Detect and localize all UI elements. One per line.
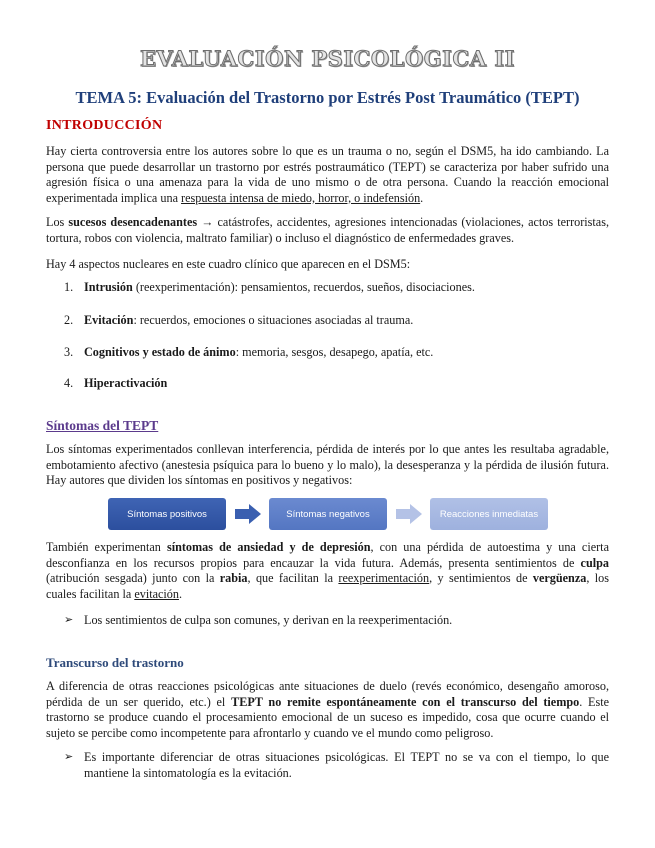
- list-item: [64, 313, 413, 329]
- course-heading: Transcurso del trastorno: [46, 655, 184, 670]
- list-item-bold: Evitación: [84, 313, 134, 327]
- intro-paragraph-1-end: .: [420, 190, 424, 205]
- arrow-bullet-icon: ➢: [64, 751, 74, 763]
- intro-paragraph-2-start: Los: [46, 215, 69, 229]
- list-item-text: : memoria, sesgos, desapego, apatía, etc.: [235, 345, 434, 359]
- list-item-bold: Cognitivos y estado de ánimo: [84, 345, 236, 359]
- flow-box-negative: Síntomas negativos: [269, 498, 387, 530]
- list-number: 2.: [64, 313, 74, 327]
- intro-paragraph-1-underlined: respuesta intensa de miedo, horror, o indefensión: [181, 190, 421, 205]
- bullet-item: [64, 750, 609, 781]
- bullet-item: [64, 613, 609, 629]
- flow-box-positive: Síntomas positivos: [108, 498, 226, 530]
- intro-paragraph-2: [46, 215, 609, 246]
- text-span: , que facilitan la: [247, 571, 339, 586]
- bullet-text: Los sentimientos de culpa son comunes, y derivan en la reexperimentación.: [84, 613, 453, 627]
- list-item-text: (reexperimentación): pensamientos, recuerdos, sueños, disociaciones.: [132, 280, 475, 294]
- list-item-text: : recuerdos, emociones o situaciones asociadas al trauma.: [133, 313, 414, 327]
- arrow-right-icon: [396, 504, 422, 524]
- arrow-right-icon: [235, 504, 261, 524]
- list-item-bold: Intrusión: [84, 280, 133, 294]
- document-subtitle: TEMA 5: Evaluación del Trastorno por Estrés Post Traumático (TEPT): [75, 88, 580, 107]
- bold-span: síntomas de ansiedad y de depresión: [166, 540, 371, 554]
- list-number: 1.: [64, 280, 74, 294]
- course-paragraph: [46, 679, 609, 741]
- list-item: [64, 280, 475, 296]
- bullet-text: Es importante diferenciar de otras situaciones psicológicas. El TEPT no se va con el tiempo, lo que mantiene la sintomatología es la evitación.: [84, 750, 609, 780]
- intro-paragraph-1-text: Hay cierta controversia entre los autores sobre lo que es un trauma o no, según el DSM5, ha ido cambiando. La persona que puede desarrollar un trastorno por estrés postraumático (TEPT) se caracteriza por haber sufrido una agresión física o una amenaza para la vida de uno mismo o de otra persona. Cuando la reacción emocional experimentada implica una: [46, 144, 609, 205]
- bold-span: culpa: [580, 555, 609, 570]
- intro-heading: INTRODUCCIÓN: [46, 118, 163, 133]
- symptoms-paragraph: Los síntomas experimentados conllevan interferencia, pérdida de interés por lo que antes les resultaba agradable, embotamiento afectivo (anestesia psíquica para lo bueno y lo malo), la desesperanza y la pérdida de ilusión futura. Hay autores que dividen los síntomas en positivos y negativos:: [46, 442, 609, 488]
- bold-span: vergüenza: [532, 571, 587, 586]
- intro-paragraph-2-bold: sucesos desencadenantes: [68, 215, 198, 229]
- bold-span: rabia: [219, 571, 248, 586]
- symptoms-flow-diagram: [108, 498, 548, 530]
- list-item: [64, 376, 167, 392]
- text-span: También experimentan: [46, 540, 167, 554]
- bold-span: TEPT no remite espontáneamente con el transcurso del tiempo: [231, 694, 580, 709]
- text-span: . Este trastorno se produce cuando el procesamiento emocional de un suceso es impedido, cosa que ocurre cuando el sujeto se percibe como incompetente para afrontarlo y cuando ve el mundo como peligroso.: [46, 694, 609, 740]
- text-span: , y sentimientos de: [429, 571, 533, 586]
- text-span: , los cuales facilitan la: [46, 571, 609, 601]
- list-item: [64, 345, 433, 361]
- underlined-span: reexperimentación: [338, 571, 430, 586]
- list-item-bold: Hiperactivación: [84, 376, 168, 390]
- list-number: 4.: [64, 376, 74, 390]
- text-span: A diferencia de otras reacciones psicológicas ante situaciones de duelo (revés económico, desengaño amoroso, pérdida de un ser querido, etc.) el: [46, 679, 609, 709]
- intro-paragraph-2-text: → catástrofes, accidentes, agresiones intencionadas (violaciones, actos terroristas, tortura, robos con violencia, maltrato familiar) o incluso el diagnóstico de enfermedades graves.: [46, 215, 610, 245]
- text-span: (atribución sesgada) junto con la: [46, 571, 220, 586]
- intro-paragraph-1: [46, 144, 609, 206]
- anxiety-paragraph: [46, 540, 609, 602]
- underlined-span: evitación: [134, 586, 179, 601]
- document-title: EVALUACIÓN PSICOLÓGICA II: [140, 46, 515, 71]
- text-span: .: [178, 586, 183, 601]
- symptoms-heading: Síntomas del TEPT: [46, 418, 159, 433]
- intro-paragraph-3: Hay 4 aspectos nucleares en este cuadro clínico que aparecen en el DSM5:: [46, 257, 411, 271]
- arrow-bullet-icon: ➢: [64, 614, 74, 626]
- text-span: , con una pérdida de autoestima y una cierta desconfianza en los recursos propios para encauzar la vida futura. Además, presenta sentimientos de: [46, 540, 609, 570]
- list-number: 3.: [64, 345, 74, 359]
- flow-box-immediate: Reacciones inmediatas: [430, 498, 548, 530]
